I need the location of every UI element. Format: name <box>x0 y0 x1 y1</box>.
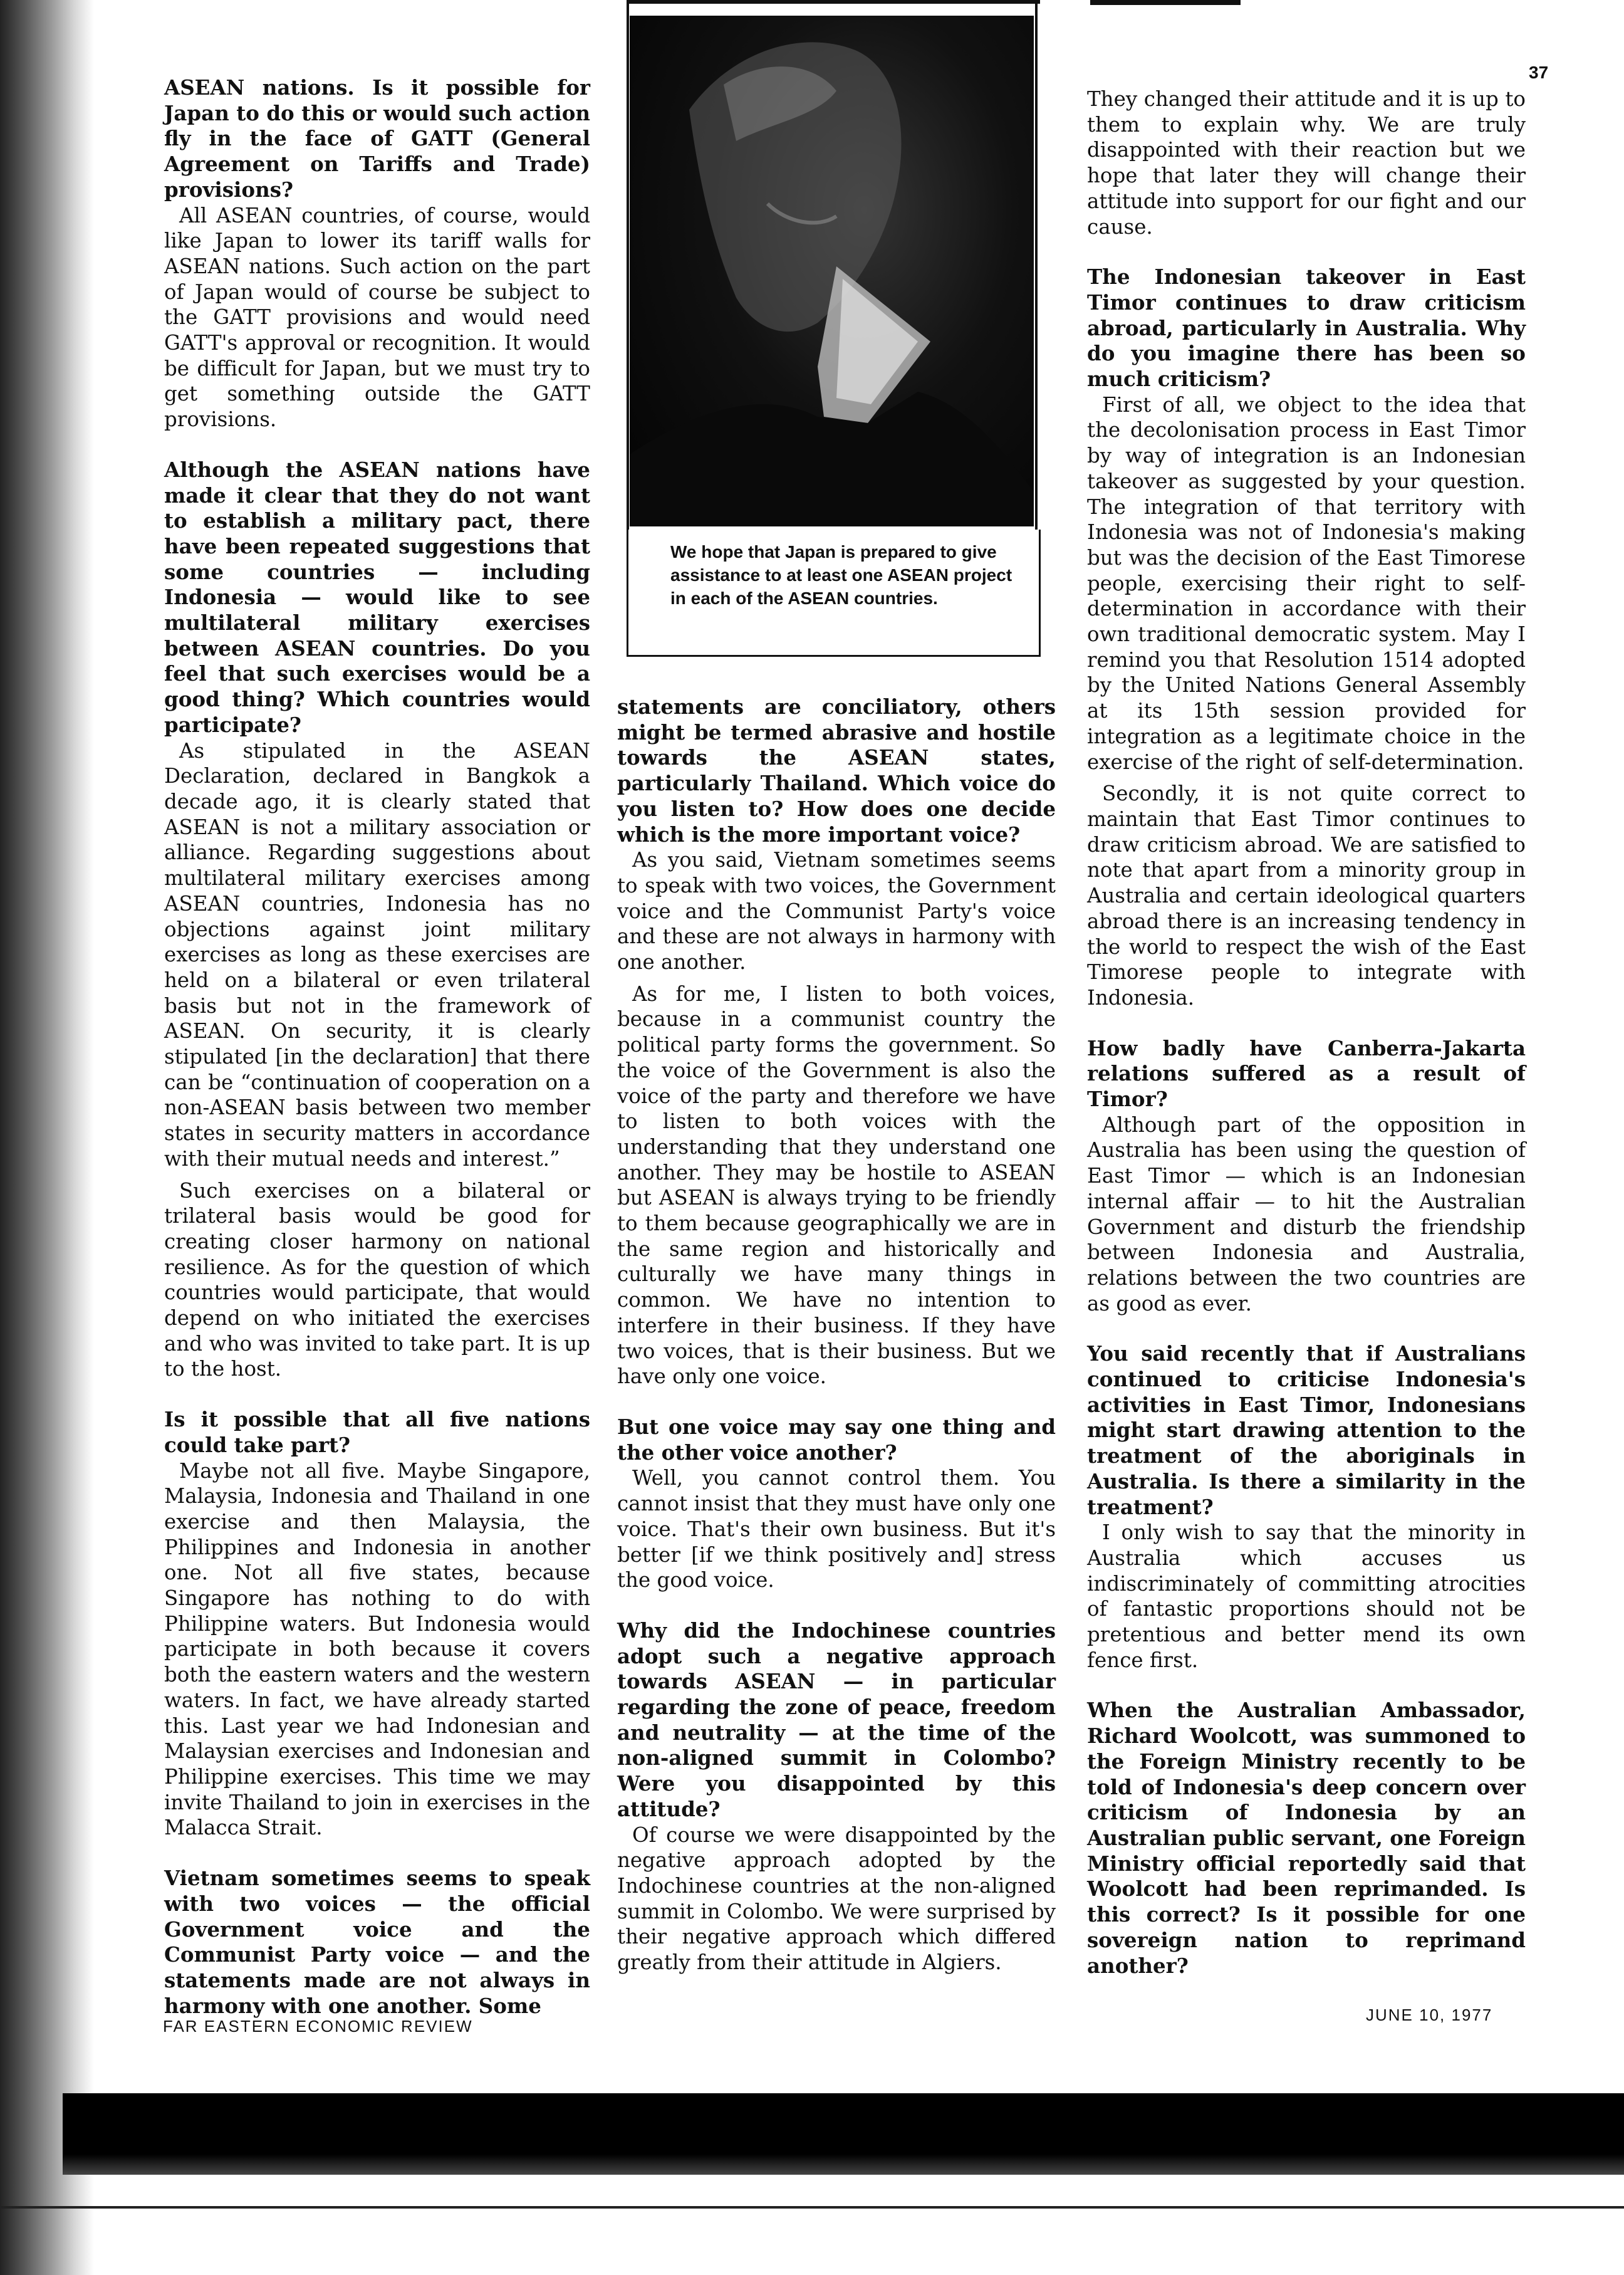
photo-frame-right <box>1035 0 1038 530</box>
question-paragraph: Is it possible that all five nations could take part? <box>164 1407 590 1457</box>
article-column-3 <box>1087 86 1526 1979</box>
answer-paragraph: All ASEAN countries, of course, would like Japan to lower its tariff walls for ASEAN nations. Such action on the part of Japan would of course be subject to the GATT provisions and would need GATT's approval or recognition. It would be difficult for Japan, but we must try to get something outside the GATT provisions. <box>164 203 590 432</box>
photo-frame-left <box>627 0 629 530</box>
answer-paragraph: Although part of the opposition in Australia has been using the question of East Timor — which is an Indonesian internal affair — to hit the Australian Government and disturb the friendship between Indonesia and Australia, relations between the two countries are as good as ever. <box>1087 1112 1526 1315</box>
paragraph-gap <box>1087 1011 1526 1036</box>
issue-date: JUNE 10, 1977 <box>1366 2006 1493 2024</box>
question-paragraph: You said recently that if Australians continued to criticise Indonesia's activities in East Timor, Indonesians might start drawing attention to the treatment of the aboriginals in Australia. Is there a similarity in the treatment? <box>1087 1341 1526 1519</box>
publication-name: FAR EASTERN ECONOMIC REVIEW <box>163 2017 473 2036</box>
question-paragraph: How badly have Canberra-Jakarta relations suffered as a result of Timor? <box>1087 1035 1526 1112</box>
answer-paragraph: As you said, Vietnam sometimes seems to speak with two voices, the Government voice and the Communist Party's voice and these are not always in harmony with one another. <box>617 848 1056 975</box>
pull-quote: We hope that Japan is prepared to give assistance to at least one ASEAN project in each of the ASEAN countries. <box>670 542 1012 608</box>
article-column-1 <box>164 75 590 2019</box>
answer-paragraph: Well, you cannot control them. You cannot insist that they must have only one voice. That's their own business. But it's better [if we think positively and] stress the good voice. <box>617 1466 1056 1592</box>
question-paragraph: The Indonesian takeover in East Timor continues to draw criticism abroad, particularly in Australia. Why do you imagine there has been so much criticism? <box>1087 264 1526 392</box>
paragraph-gap <box>164 1841 590 1866</box>
answer-paragraph: Maybe not all five. Maybe Singapore, Malaysia, Indonesia and Thailand in one exercise and then Malaysia, the Philippines and Indonesia in another one. Not all five states, because Singapore has nothing to do with Philippine waters. But Indonesia would participate in both because it covers both the eastern waters and the western waters. In fact, we have already started this. Last year we had Indonesian and Malaysian exercises and Indonesian and Philippine exercises. This time we may invite Thailand to join in exercises in the Malacca Strait. <box>164 1458 590 1840</box>
question-paragraph: ASEAN nations. Is it possible for Japan to do this or would such action fly in the face of GATT (General Agreement on Tariffs and Trade) provisions? <box>164 75 590 202</box>
top-rule <box>627 0 1040 4</box>
paragraph-gap <box>1087 1673 1526 1698</box>
question-paragraph: Vietnam sometimes seems to speak with two voices — the official Government voice and the Communist Party voice — and the statements made are not always in harmony with one another. Some <box>164 1866 590 2018</box>
paragraph-gap <box>617 1593 1056 1618</box>
top-rule-right <box>1090 0 1241 5</box>
paragraph-gap <box>1087 239 1526 264</box>
page-number: 37 <box>1529 63 1549 82</box>
bottom-rule <box>0 2206 1624 2209</box>
paragraph-gap <box>164 432 590 458</box>
paragraph-gap <box>617 1389 1056 1415</box>
question-paragraph: Although the ASEAN nations have made it clear that they do not want to establish a military pact, there have been repeated suggestions that some countries — including Indonesia — would like to see multilateral military exercises between ASEAN countries. Do you feel that such exercises would be a good thing? Which countries would participate? <box>164 457 590 737</box>
scan-shadow-band <box>63 2093 1624 2175</box>
answer-paragraph: Of course we were disappointed by the negative approach adopted by the Indochinese countries at the non-aligned summit in Colombo. We were surprised by their negative approach which differed greatly from their attitude in Algiers. <box>617 1823 1056 1975</box>
answer-paragraph: As stipulated in the ASEAN Declaration, declared in Bangkok a decade ago, it is clearly stated that ASEAN is not a military association or alliance. Regarding suggestions about multilateral military exercises among ASEAN countries, Indonesia has no objections against joint military exercises as long as these exercises are held on a bilateral or even trilateral basis but not in the framework of ASEAN. On security, it is clearly stipulated [in the declaration] that there can be “continuation of cooperation on a non-ASEAN basis between two member states in security matters in accordance with their mutual needs and interest.” <box>164 738 590 1171</box>
paragraph-gap <box>164 1382 590 1407</box>
answer-paragraph: They changed their attitude and it is up to them to explain why. We are truly disappointed with their reaction but we hope that later they will change their attitude into support for our fight and our cause. <box>1087 87 1526 239</box>
answer-paragraph: I only wish to say that the minority in Australia which accuses us indiscriminately of committing atrocities of fantastic proportions should not be pretentious and better mend its own fence first. <box>1087 1520 1526 1672</box>
question-paragraph: Why did the Indochinese countries adopt such a negative approach towards ASEAN — in particular regarding the zone of peace, freedom and neutrality — at the time of the non-aligned summit in Colombo? Were you disappointed by this attitude? <box>617 1618 1056 1821</box>
question-paragraph: statements are conciliatory, others might be termed abrasive and hostile towards the ASEAN states, particularly Thailand. Which voice do you listen to? How does one decide which is the more important voice? <box>617 694 1056 847</box>
portrait-illustration <box>630 16 1034 526</box>
answer-paragraph: First of all, we object to the idea that the decolonisation process in East Timor by way of integration is an Indonesian takeover as suggested by your question. The integration of that territory with Indonesia was not of Indonesia's making but was the decision of the East Timorese people, exercising their right to self-determination in accordance with their own traditional democratic system. May I remind you that Resolution 1514 adopted by the United Nations General Assembly at its 15th session provided for integration as a legitimate choice in the exercise of the right of self-determination. <box>1087 392 1526 774</box>
answer-paragraph: Secondly, it is not quite correct to maintain that East Timor continues to draw criticism abroad. We are satisfied to note that apart from a minority group in Australia and certain ideological quarters abroad there is an increasing tendency in the world to respect the wish of the East Timorese people to integrate with Indonesia. <box>1087 782 1526 1010</box>
question-paragraph: When the Australian Ambassador, Richard Woolcott, was summoned to the Foreign Ministry recently to be told of Indonesia's deep concern over criticism of Indonesia by an Australian public servant, one Foreign Ministry official reportedly said that Woolcott had been reprimanded. Is this correct? Is it possible for one sovereign nation to reprimand another? <box>1087 1698 1526 1978</box>
answer-paragraph: Such exercises on a bilateral or trilateral basis would be good for creating closer harmony on national resilience. As for the question of which countries would participate, that would depend on who initiated the exercises and who was invited to take part. It is up to the host. <box>164 1178 590 1381</box>
paragraph-gap <box>1087 1316 1526 1341</box>
scanned-page-edge <box>0 0 94 2275</box>
portrait-photo <box>630 16 1034 526</box>
article-column-2 <box>617 694 1056 1975</box>
answer-paragraph: As for me, I listen to both voices, because in a communist country the political party forms the government. So the voice of the Government is also the voice of the party and therefore we have to listen to both voices with the understanding that they understand one another. They may be hostile to ASEAN but ASEAN is always trying to be friendly to them because geographically we are in the same region and historically and culturally we have many things in common. We have no intention to interfere in their business. If they have two voices, that is their business. But we have only one voice. <box>617 981 1056 1389</box>
question-paragraph: But one voice may say one thing and the other voice another? <box>617 1414 1056 1465</box>
